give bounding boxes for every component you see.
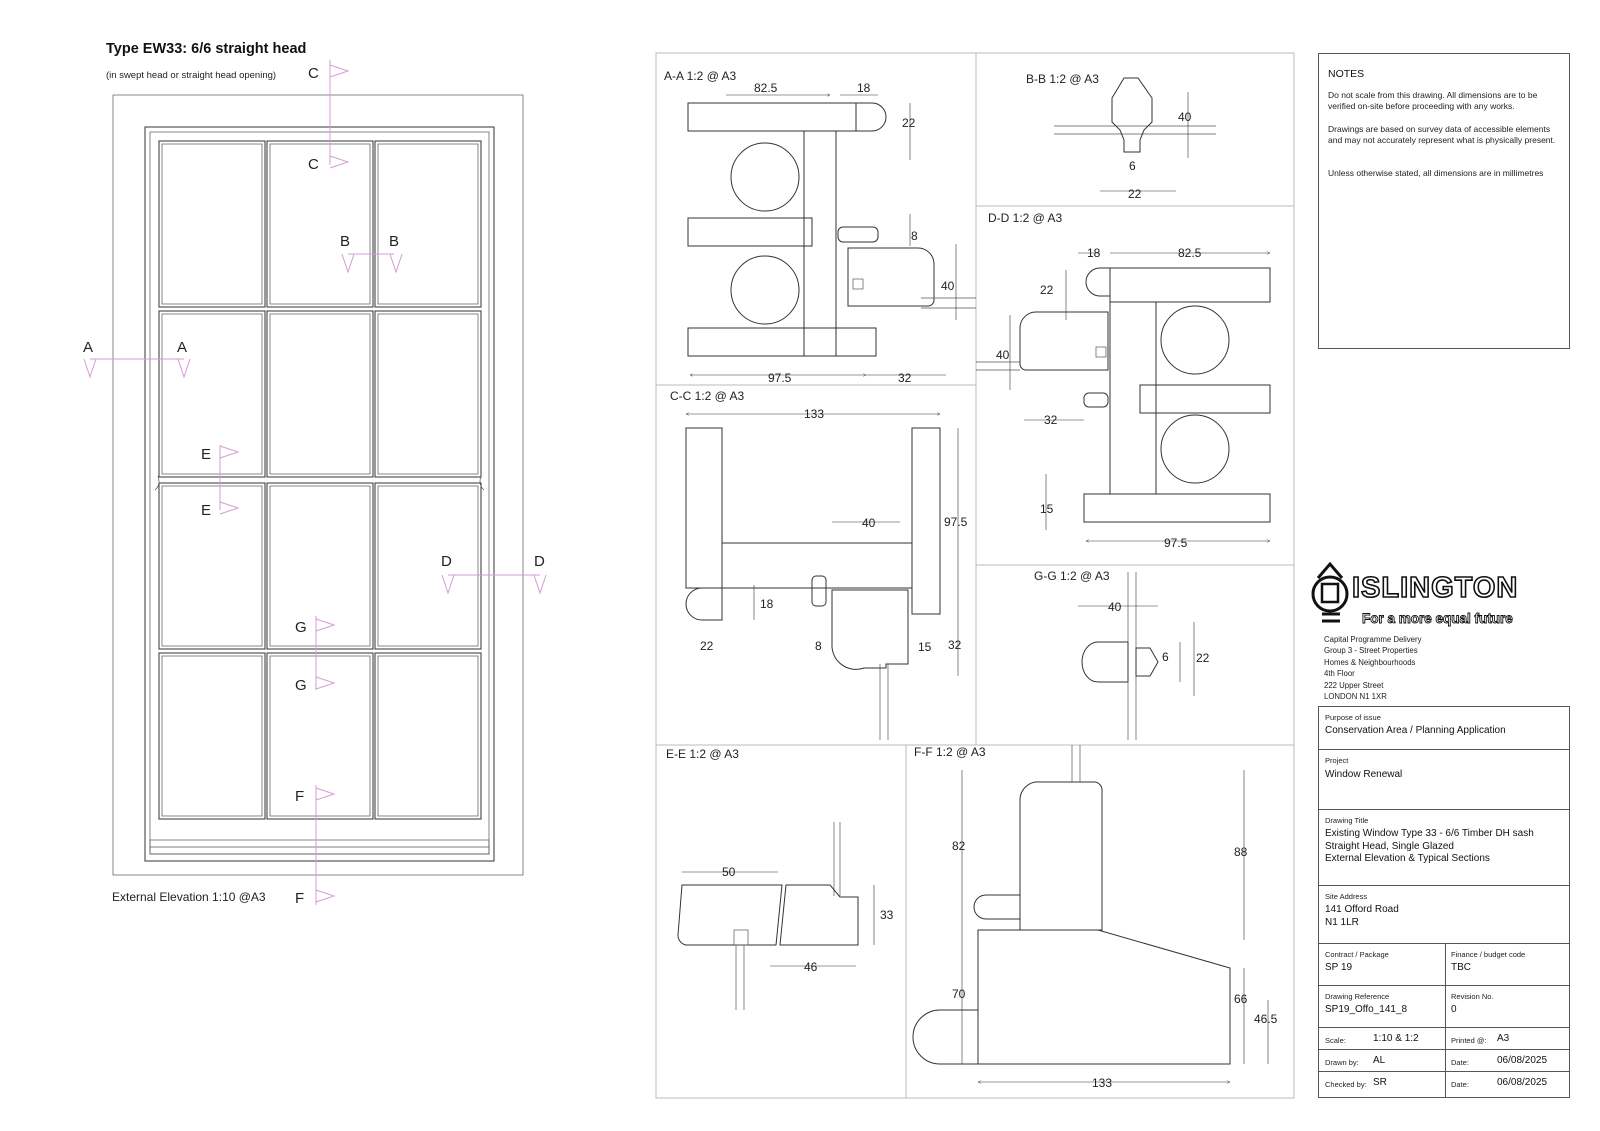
svg-text:B-B 1:2 @ A3: B-B 1:2 @ A3 <box>1026 72 1099 86</box>
svg-text:133: 133 <box>1092 1076 1113 1090</box>
logo-tagline: For a more equal future <box>1362 611 1513 626</box>
svg-text:22: 22 <box>902 116 916 130</box>
svg-text:82.5: 82.5 <box>754 81 778 95</box>
svg-text:40: 40 <box>941 279 955 293</box>
svg-text:C: C <box>308 65 319 82</box>
note-2: Drawings are based on survey data of accessible elements and may not accurately represent what is physically present. <box>1328 124 1556 145</box>
svg-text:A: A <box>177 339 188 356</box>
svg-text:22: 22 <box>1196 651 1210 665</box>
svg-text:32: 32 <box>1044 413 1058 427</box>
project-name: Window Renewal <box>1325 769 1403 780</box>
svg-text:32: 32 <box>898 371 912 385</box>
svg-text:E: E <box>201 446 212 463</box>
elevation-title: Type EW33: 6/6 straight head <box>106 41 307 57</box>
note-3: Unless otherwise stated, all dimensions are in millimetres <box>1328 168 1544 178</box>
elevation-caption: External Elevation 1:10 @A3 <box>112 890 266 904</box>
external-elevation <box>83 41 546 907</box>
svg-text:22: 22 <box>1040 283 1054 297</box>
notes-panel <box>1318 53 1570 349</box>
svg-text:97.5: 97.5 <box>944 515 968 529</box>
site-address: 141 Offord Road N1 1LR <box>1325 904 1399 928</box>
section-dd <box>976 211 1270 550</box>
svg-text:22: 22 <box>700 639 714 653</box>
svg-text:18: 18 <box>857 81 871 95</box>
svg-text:6: 6 <box>1129 159 1136 173</box>
svg-text:C: C <box>308 156 319 173</box>
svg-text:32: 32 <box>948 638 962 652</box>
drawn-by: AL <box>1373 1055 1386 1066</box>
islington-crest-icon <box>1313 564 1347 621</box>
svg-text:C-C 1:2 @ A3: C-C 1:2 @ A3 <box>670 389 745 403</box>
svg-text:15: 15 <box>1040 502 1054 516</box>
svg-text:88: 88 <box>1234 845 1248 859</box>
svg-text:D: D <box>441 553 452 570</box>
svg-text:G: G <box>295 619 307 636</box>
section-cc <box>670 389 968 740</box>
logo-wordmark: ISLINGTON <box>1352 572 1519 604</box>
svg-text:18: 18 <box>760 597 774 611</box>
svg-text:B: B <box>340 233 351 250</box>
title-block: Purpose of issue Conservation Area / Planning Application Project Window Renewal Drawing Title Existing Window Type 33 - 6/6 Timber DH sash Straight Head, Single Glazed External Elevation & Typical Sections Site Address 141 Offord Road N1 1LR Contract / Package SP 19 Finance / budget code TBC Drawing Reference SP19_Offo_141_8 Revision No. 0 Scale: 1:10 & 1:2 Printed @: A3 Drawn by: AL Date: 06/08/2025 Checked by: SR Date: 06/08/2025 <box>1318 706 1570 1098</box>
drawing-title: Existing Window Type 33 - 6/6 Timber DH sash Straight Head, Single Glazed External Elevation & Typical Sections <box>1325 828 1534 864</box>
finance-code: TBC <box>1451 962 1471 973</box>
svg-text:B: B <box>389 233 400 250</box>
window-panes <box>159 141 481 819</box>
svg-text:82: 82 <box>952 839 966 853</box>
contract-package: SP 19 <box>1325 962 1353 973</box>
svg-text:F: F <box>295 890 305 907</box>
svg-text:6: 6 <box>1162 650 1169 664</box>
svg-text:E-E 1:2 @ A3: E-E 1:2 @ A3 <box>666 747 739 761</box>
checked-by: SR <box>1373 1077 1387 1088</box>
svg-text:22: 22 <box>1128 187 1142 201</box>
svg-text:18: 18 <box>1087 246 1101 260</box>
checked-date: 06/08/2025 <box>1497 1077 1548 1088</box>
svg-text:D-D 1:2 @ A3: D-D 1:2 @ A3 <box>988 211 1063 225</box>
purpose-of-issue: Conservation Area / Planning Application <box>1325 725 1506 736</box>
svg-text:G: G <box>295 677 307 694</box>
svg-text:82.5: 82.5 <box>1178 246 1202 260</box>
svg-text:A-A 1:2 @ A3: A-A 1:2 @ A3 <box>664 69 737 83</box>
svg-text:E: E <box>201 502 212 519</box>
svg-text:70: 70 <box>952 987 966 1001</box>
drawn-date: 06/08/2025 <box>1497 1055 1548 1066</box>
notes-heading: NOTES <box>1328 68 1365 80</box>
svg-text:40: 40 <box>1108 600 1122 614</box>
svg-text:97.5: 97.5 <box>1164 536 1188 550</box>
svg-text:33: 33 <box>880 908 894 922</box>
sections-frame <box>656 53 1294 1098</box>
svg-text:8: 8 <box>815 639 822 653</box>
printed-size: A3 <box>1497 1033 1510 1044</box>
section-ff <box>913 745 1278 1090</box>
svg-text:8: 8 <box>911 229 918 243</box>
svg-text:40: 40 <box>1178 110 1192 124</box>
svg-text:40: 40 <box>996 348 1010 362</box>
svg-text:F-F 1:2 @ A3: F-F 1:2 @ A3 <box>914 745 986 759</box>
svg-text:133: 133 <box>804 407 825 421</box>
section-gg <box>1034 569 1210 740</box>
revision-number: 0 <box>1451 1004 1457 1015</box>
svg-text:D: D <box>534 553 545 570</box>
scale: 1:10 & 1:2 <box>1373 1033 1419 1044</box>
svg-text:97.5: 97.5 <box>768 371 792 385</box>
section-ee <box>666 747 894 1010</box>
svg-text:46.5: 46.5 <box>1254 1012 1278 1026</box>
svg-text:A: A <box>83 339 94 356</box>
elevation-subtitle: (in swept head or straight head opening) <box>106 70 277 81</box>
svg-text:50: 50 <box>722 865 736 879</box>
note-1: Do not scale from this drawing. All dimensions are to be verified on-site before proceeding with any works. <box>1328 90 1538 111</box>
section-bb <box>1026 72 1216 201</box>
svg-text:G-G 1:2 @ A3: G-G 1:2 @ A3 <box>1034 569 1110 583</box>
drawing-reference: SP19_Offo_141_8 <box>1325 1004 1408 1015</box>
svg-text:66: 66 <box>1234 992 1248 1006</box>
svg-text:40: 40 <box>862 516 876 530</box>
svg-text:F: F <box>295 788 305 805</box>
svg-text:46: 46 <box>804 960 818 974</box>
svg-text:15: 15 <box>918 640 932 654</box>
section-aa <box>664 69 976 385</box>
office-address: Capital Programme Delivery Group 3 - Street Properties Homes & Neighbourhoods 4th Floor 222 Upper Street LONDON N1 1XR <box>1324 635 1422 702</box>
